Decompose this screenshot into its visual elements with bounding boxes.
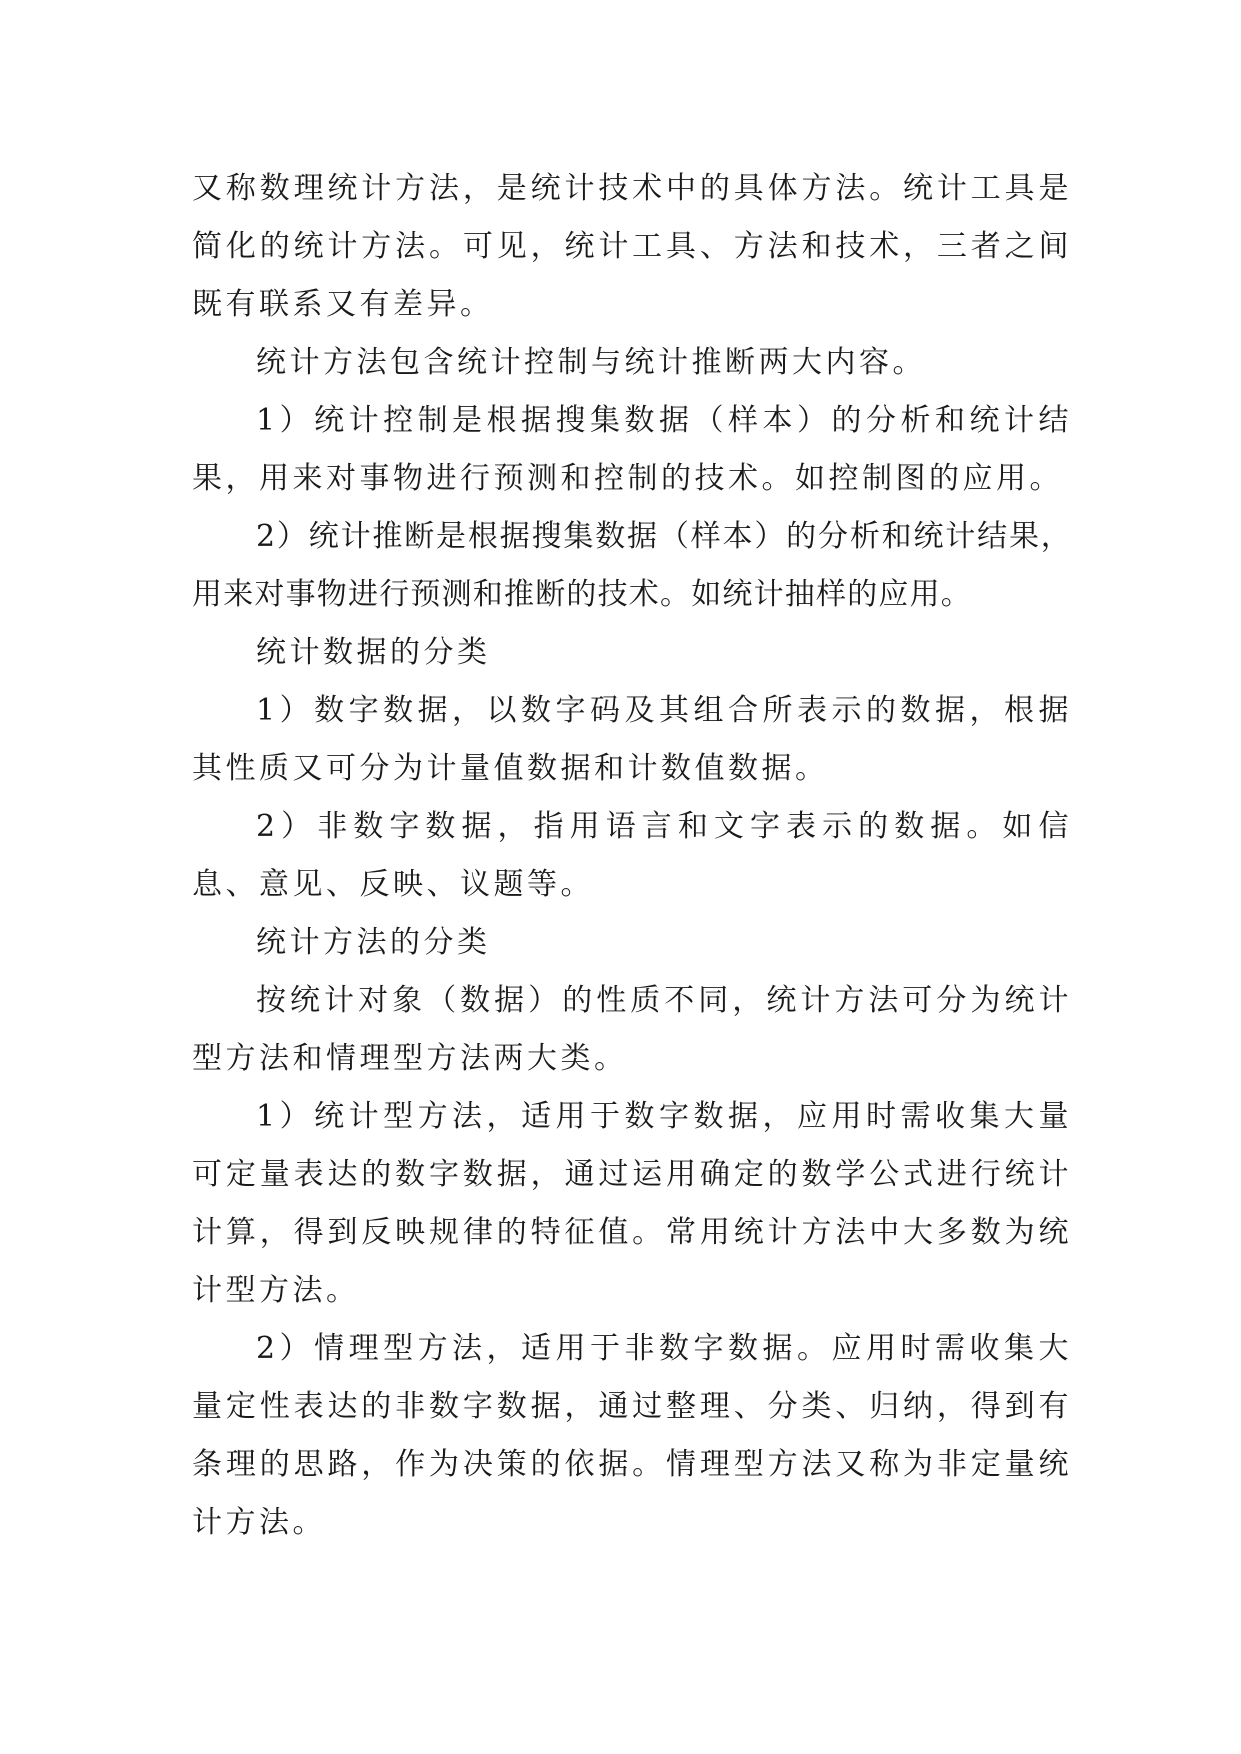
- paragraph-10: 1）统计型方法，适用于数字数据，应用时需收集大量可定量表达的数字数据，通过运用确定的数学公式进行统计计算，得到反映规律的特征值。常用统计方法中大多数为统计型方法。: [192, 1099, 1072, 1308]
- paragraph-3: 1）统计控制是根据搜集数据（样本）的分析和统计结果，用来对事物进行预测和控制的技术。如控制图的应用。: [192, 403, 1072, 496]
- paragraph-4: 2）统计推断是根据搜集数据（样本）的分析和统计结果，用来对事物进行预测和推断的技术。如统计抽样的应用。: [192, 519, 1072, 612]
- section-heading-method-classification: 统计方法的分类: [256, 925, 491, 960]
- document-body: [192, 160, 1072, 1552]
- paragraph-2: 统计方法包含统计控制与统计推断两大内容。: [256, 345, 926, 380]
- paragraph-6: 1）数字数据，以数字码及其组合所表示的数据，根据其性质又可分为计量值数据和计数值数据。: [192, 693, 1072, 786]
- section-heading-data-classification: 统计数据的分类: [256, 635, 491, 670]
- paragraph-9: 按统计对象（数据）的性质不同，统计方法可分为统计型方法和情理型方法两大类。: [192, 983, 1072, 1076]
- paragraph-11: 2）情理型方法，适用于非数字数据。应用时需收集大量定性表达的非数字数据，通过整理、分类、归纳，得到有条理的思路，作为决策的依据。情理型方法又称为非定量统计方法。: [192, 1331, 1072, 1540]
- paragraph-1: 又称数理统计方法，是统计技术中的具体方法。统计工具是简化的统计方法。可见，统计工具、方法和技术，三者之间既有联系又有差异。: [192, 171, 1072, 322]
- paragraph-7: 2）非数字数据，指用语言和文字表示的数据。如信息、意见、反映、议题等。: [192, 809, 1072, 902]
